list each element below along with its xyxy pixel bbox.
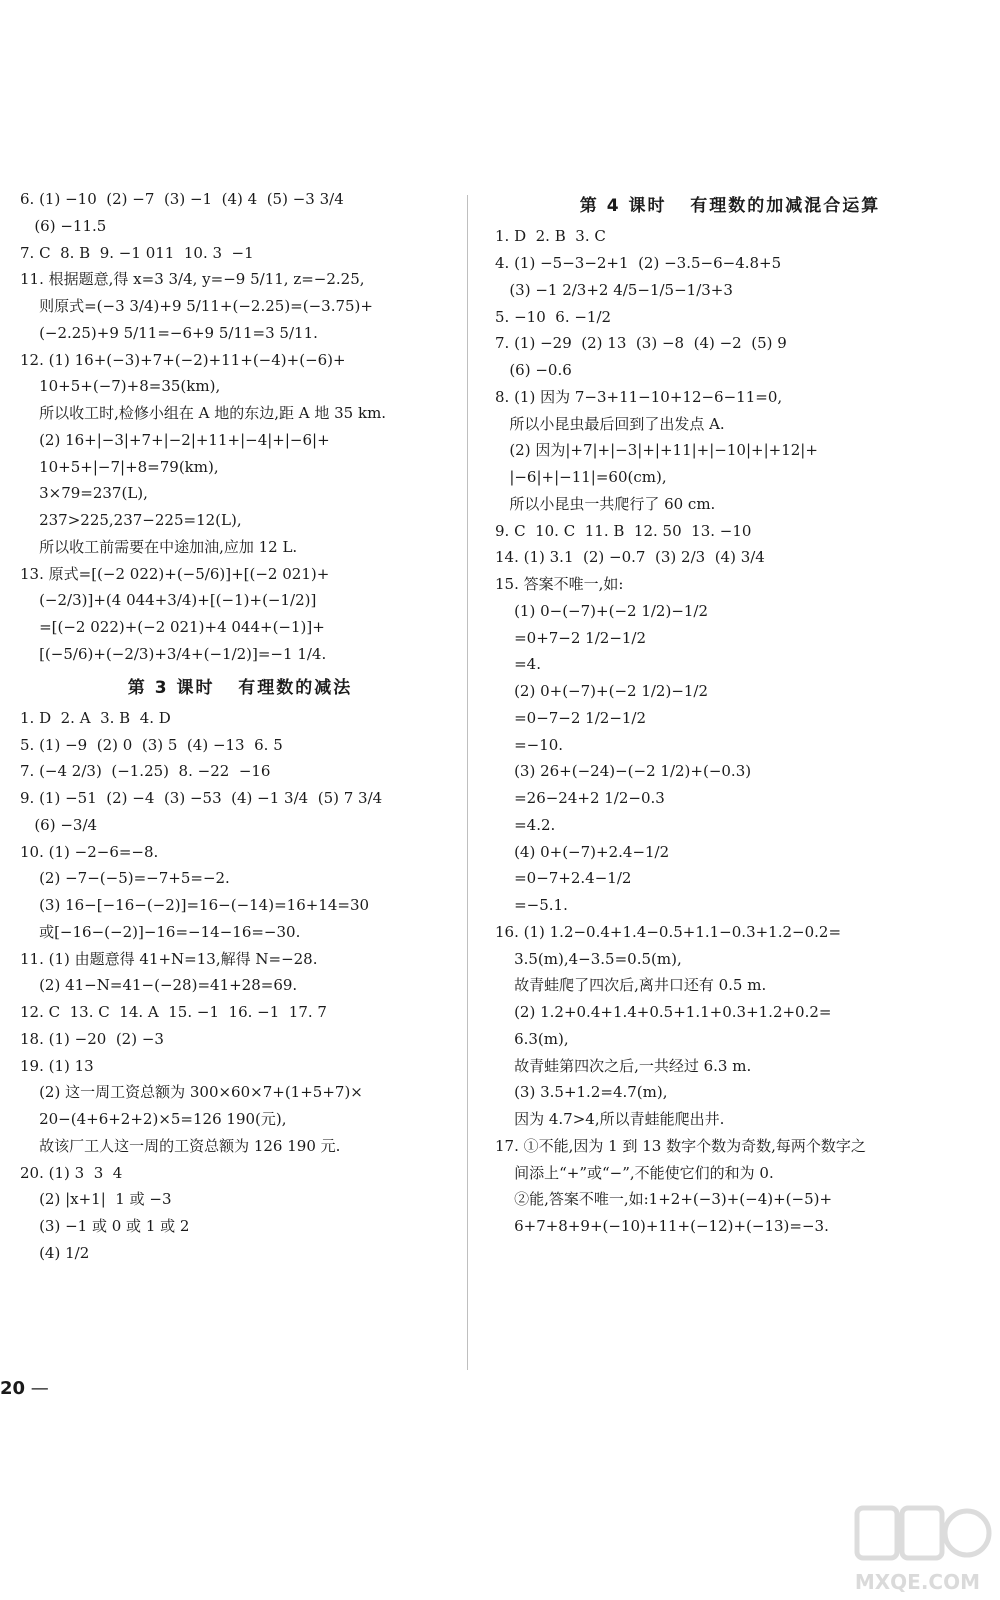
answer-line: =4. (495, 655, 541, 674)
answer-line: =4.2. (495, 815, 556, 834)
answer-line: 7. C 8. B 9. −1 011 10. 3 −1 (20, 243, 254, 262)
watermark-logo-icon (852, 1500, 992, 1570)
answer-line: 5. −10 6. −1/2 (495, 307, 612, 326)
answer-line: (2) −7−(−5)=−7+5=−2. (20, 869, 230, 888)
answer-line: (−2/3)]+(4 044+3/4)+[(−1)+(−1/2)] (20, 591, 317, 610)
answer-line: 故青蛙爬了四次后,离井口还有 0.5 m. (495, 976, 767, 995)
answer-line: =[(−2 022)+(−2 021)+4 044+(−1)]+ (20, 618, 325, 636)
answer-line: 所以小昆虫最后回到了出发点 A. (495, 414, 725, 433)
answer-line: ②能,答案不唯一,如:1+2+(−3)+(−4)+(−5)+ (495, 1190, 833, 1209)
left-column (20, 190, 460, 1271)
answer-line: =−10. (495, 735, 564, 754)
answer-line: 12. (1) 16+(−3)+7+(−2)+11+(−4)+(−6)+ (20, 350, 346, 369)
answer-line: 19. (1) 13 (20, 1056, 94, 1075)
answer-line: (2) |x+1| 1 或 −3 (20, 1190, 172, 1209)
answer-line: (3) −1 2/3+2 4/5−1/5−1/3+3 (495, 280, 733, 299)
answer-line: (2) 因为|+7|+|−3|+|+11|+|−10|+|+12|+ (495, 441, 818, 460)
answer-line: 或[−16−(−2)]−16=−14−16=−30. (20, 922, 301, 941)
answer-line: 15. 答案不唯一,如: (495, 575, 624, 593)
left-answers (20, 190, 460, 664)
answer-line: 11. 根据题意,得 x=3 3/4, y=−9 5/11, z=−2.25, (20, 270, 365, 289)
answer-line: 11. (1) 由题意得 41+N=13,解得 N=−28. (20, 949, 318, 968)
page-number: 20 — (0, 1378, 49, 1399)
answer-line: (2) 这一周工资总额为 300×60×7+(1+5+7)× (20, 1083, 363, 1102)
answer-line: (6) −11.5 (20, 216, 107, 235)
answer-line: 1. D 2. A 3. B 4. D (20, 708, 171, 727)
lesson-3-answers (20, 709, 460, 1263)
answer-line: =−5.1. (495, 896, 568, 914)
answer-line: 12. C 13. C 14. A 15. −1 16. −1 17. 7 (20, 1003, 327, 1021)
answer-line: 10+5+|−7|+8=79(km), (20, 457, 219, 476)
answer-line: |−6|+|−11|=60(cm), (495, 468, 667, 486)
answer-line: 故该厂工人这一周的工资总额为 126 190 元. (20, 1136, 341, 1155)
answer-line: (6) −3/4 (20, 815, 98, 834)
answer-line: 16. (1) 1.2−0.4+1.4−0.5+1.1−0.3+1.2−0.2= (495, 922, 842, 941)
answer-line: 18. (1) −20 (2) −3 (20, 1029, 164, 1048)
answer-line: 20. (1) 3 3 4 (20, 1163, 123, 1182)
answer-line: (4) 0+(−7)+2.4−1/2 (495, 842, 670, 861)
answer-line: =0−7+2.4−1/2 (495, 869, 632, 888)
answer-line: 6.3(m), (495, 1029, 569, 1048)
answer-line: (3) 3.5+1.2=4.7(m), (495, 1083, 668, 1102)
answer-line: 14. (1) 3.1 (2) −0.7 (3) 2/3 (4) 3/4 (495, 548, 765, 567)
answer-line: 237>225,237−225=12(L), (20, 511, 242, 529)
answer-line: [(−5/6)+(−2/3)+3/4+(−1/2)]=−1 1/4. (20, 644, 327, 663)
watermark-text: MXQE.COM (854, 1570, 980, 1594)
answer-line: 1. D 2. B 3. C (495, 227, 606, 246)
answer-line: =0−7−2 1/2−1/2 (495, 708, 647, 727)
answer-line: 8. (1) 因为 7−3+11−10+12−6−11=0, (495, 387, 783, 406)
answer-line: (3) 26+(−24)−(−2 1/2)+(−0.3) (495, 762, 752, 781)
answer-line: (4) 1/2 (20, 1243, 90, 1262)
answer-line: 13. 原式=[(−2 022)+(−5/6)]+[(−2 021)+ (20, 564, 330, 583)
answer-line: 5. (1) −9 (2) 0 (3) 5 (4) −13 6. 5 (20, 735, 283, 754)
answer-line: 9. C 10. C 11. B 12. 50 13. −10 (495, 521, 752, 540)
answer-line: 则原式=(−3 3/4)+9 5/11+(−2.25)=(−3.75)+ (20, 297, 373, 315)
answer-line: =0+7−2 1/2−1/2 (495, 628, 647, 647)
answer-line: (2) 41−N=41−(−28)=41+28=69. (20, 976, 298, 995)
answer-line: (2) 1.2+0.4+1.4+0.5+1.1+0.3+1.2+0.2= (495, 1003, 832, 1021)
answer-line: 所以收工时,检修小组在 A 地的东边,距 A 地 35 km. (20, 404, 387, 422)
answer-line: (6) −0.6 (495, 361, 572, 379)
answer-line: 间添上“+”或“−”,不能使它们的和为 0. (495, 1163, 774, 1182)
answer-line: 所以小昆虫一共爬行了 60 cm. (495, 494, 716, 513)
answer-line: (3) −1 或 0 或 1 或 2 (20, 1217, 190, 1235)
answer-line: 20−(4+6+2+2)×5=126 190(元), (20, 1110, 287, 1128)
answer-line: 9. (1) −51 (2) −4 (3) −53 (4) −1 3/4 (5) 7 3/4 (20, 789, 383, 807)
answer-line: 7. (−4 2/3) (−1.25) 8. −22 −16 (20, 762, 271, 781)
answer-line: (−2.25)+9 5/11=−6+9 5/11=3 5/11. (20, 323, 318, 342)
answer-line: 故青蛙第四次之后,一共经过 6.3 m. (495, 1056, 752, 1075)
answer-line: 6. (1) −10 (2) −7 (3) −1 (4) 4 (5) −3 3/4 (20, 190, 344, 208)
answer-line: (3) 16−[−16−(−2)]=16−(−14)=16+14=30 (20, 896, 370, 914)
right-column (495, 190, 965, 1244)
answer-line: =26−24+2 1/2−0.3 (495, 789, 665, 807)
section-title-lesson-4: 第 4 课时 有理数的加减混合运算 (579, 196, 881, 216)
answer-line: 4. (1) −5−3−2+1 (2) −3.5−6−4.8+5 (495, 254, 782, 272)
answer-line: (2) 16+|−3|+7+|−2|+11+|−4|+|−6|+ (20, 430, 330, 449)
answer-line: 10. (1) −2−6=−8. (20, 842, 159, 861)
answer-line: (1) 0−(−7)+(−2 1/2)−1/2 (495, 601, 709, 620)
lesson-4-answers (495, 227, 965, 1236)
answer-line: 3.5(m),4−3.5=0.5(m), (495, 949, 682, 968)
answer-line: 7. (1) −29 (2) 13 (3) −8 (4) −2 (5) 9 (495, 334, 787, 353)
answer-line: 10+5+(−7)+8=35(km), (20, 377, 221, 396)
answer-line: 所以收工前需要在中途加油,应加 12 L. (20, 537, 298, 556)
answer-line: (2) 0+(−7)+(−2 1/2)−1/2 (495, 682, 709, 700)
answer-line: 因为 4.7>4,所以青蛙能爬出井. (495, 1110, 725, 1128)
section-title-lesson-3: 第 3 课时 有理数的减法 (127, 677, 353, 698)
answer-line: 3×79=237(L), (20, 484, 148, 503)
column-divider (467, 195, 468, 1370)
answer-line: 17. ①不能,因为 1 到 13 数字个数为奇数,每两个数字之 (495, 1136, 866, 1155)
answer-line: 6+7+8+9+(−10)+11+(−12)+(−13)=−3. (495, 1217, 829, 1235)
